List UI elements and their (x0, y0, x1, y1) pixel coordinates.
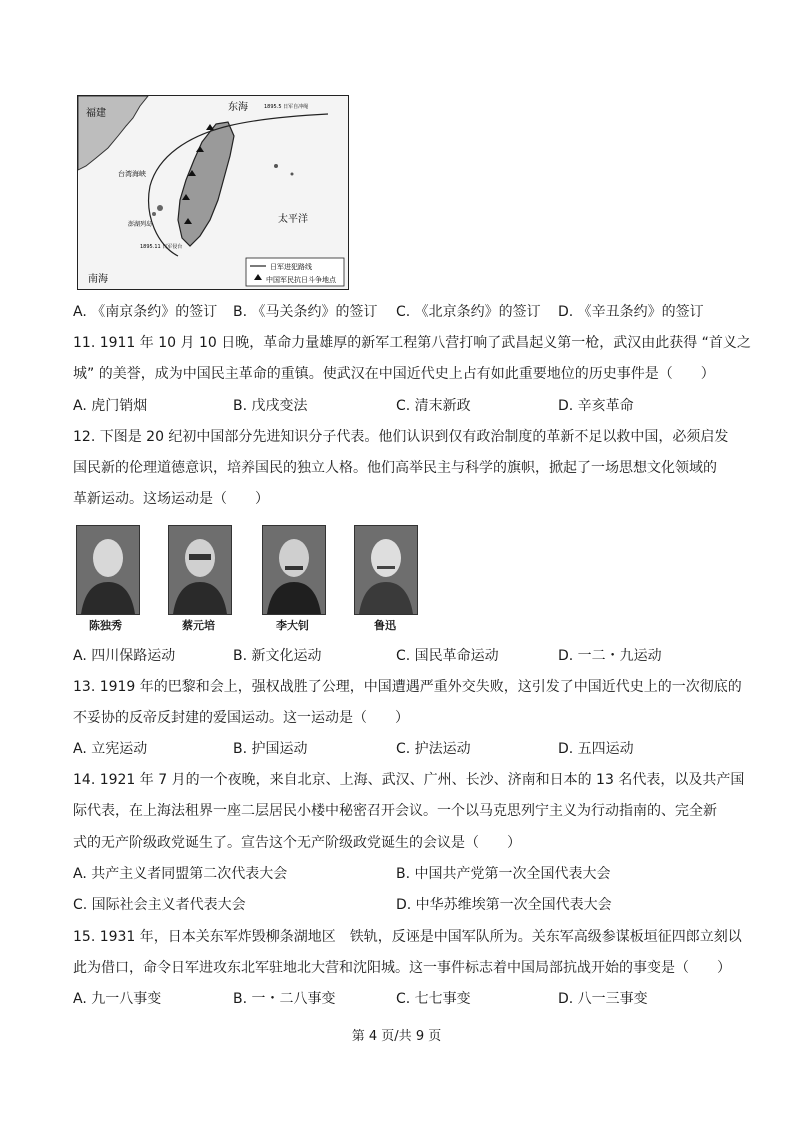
label-strait: 台湾海峡 (118, 170, 146, 178)
route-line-north (228, 114, 328, 126)
q11-stem-line2: 城” 的美誉，成为中国民主革命的重镇。使武汉在中国近代史上占有如此重要地位的历史事件是（ ） (73, 366, 715, 382)
taiwan-map-figure (77, 95, 349, 290)
q12-stem-line3: 革新运动。这场运动是（ ） (73, 491, 269, 507)
legend-route-label: 日军进犯路线 (270, 263, 312, 271)
q12-option-b[interactable]: B. 新文化运动 (233, 648, 322, 664)
q10-option-a[interactable]: A. 《南京条约》的签订 (73, 304, 218, 320)
q15-option-c[interactable]: C. 七七事变 (396, 991, 471, 1007)
q11-option-c[interactable]: C. 清末新政 (396, 398, 471, 414)
q12-stem-line2: 国民新的伦理道德意识，培养国民的独立人格。他们高举民主与科学的旗帜，掀起了一场思想文化领域的 (73, 460, 717, 476)
portrait-photo (76, 525, 140, 615)
q13-stem-line2: 不妥协的反帝反封建的爱国运动。这一运动是（ ） (73, 710, 409, 726)
label-route-note-top: 1895.5 日军自冲绳 (264, 104, 309, 110)
portrait-photo (354, 525, 418, 615)
q13-option-c[interactable]: C. 护法运动 (396, 741, 471, 757)
pacific-island (274, 164, 278, 168)
battle-marker (206, 124, 214, 130)
portrait-photo (262, 525, 326, 615)
penghu-island (152, 212, 156, 216)
q13-option-d[interactable]: D. 五四运动 (558, 741, 634, 757)
q15-option-a[interactable]: A. 九一八事变 (73, 991, 162, 1007)
q14-option-d[interactable]: D. 中华苏维埃第一次全国代表大会 (396, 897, 612, 913)
portrait-caption: 李大钊 (276, 619, 309, 632)
portrait-caption: 鲁迅 (374, 619, 396, 632)
label-taiping: 太平洋 (278, 214, 308, 225)
q15-option-d[interactable]: D. 八一三事变 (558, 991, 648, 1007)
q11-stem-line1: 11. 1911 年 10 月 10 日晚，革命力量雄厚的新军工程第八营打响了武昌起义第一枪，武汉由此获得 “首义之 (73, 335, 751, 351)
q13-stem-line1: 13. 1919 年的巴黎和会上，强权战胜了公理，中国遭遇严重外交失败，这引发了中国近代史上的一次彻底的 (73, 679, 742, 695)
q13-option-b[interactable]: B. 护国运动 (233, 741, 308, 757)
q14-stem-line2: 际代表，在上海法租界一座二层居民小楼中秘密召开会议。一个以马克思列宁主义为行动指南的、完全新 (73, 803, 717, 819)
label-route-note-bottom: 1895.11 日军侵台 (140, 244, 183, 250)
label-penghu: 澎湖列岛 (128, 221, 153, 228)
q14-stem-line1: 14. 1921 年 7 月的一个夜晚，来自北京、上海、武汉、广州、长沙、济南和日本的 13 名代表，以及共产国 (73, 772, 745, 788)
q11-option-d[interactable]: D. 辛亥革命 (558, 398, 634, 414)
q11-option-b[interactable]: B. 戊戌变法 (233, 398, 308, 414)
q15-stem-line1: 15. 1931 年，日本关东军炸毁柳条湖地区 铁轨，反诬是中国军队所为。关东军高级参谋板垣征四郎立刻以 (73, 929, 742, 945)
q15-option-b[interactable]: B. 一・二八事变 (233, 991, 336, 1007)
q14-option-c[interactable]: C. 国际社会主义者代表大会 (73, 897, 246, 913)
portrait-caption: 蔡元培 (182, 619, 215, 632)
pacific-island (291, 173, 294, 176)
q10-option-d[interactable]: D. 《辛丑条约》的签订 (558, 304, 704, 320)
q15-stem-line2: 此为借口，命令日军进攻东北军驻地北大营和沈阳城。这一事件标志着中国局部抗战开始的事变是（ ） (73, 960, 731, 976)
penghu-island (157, 205, 163, 211)
q14-option-a[interactable]: A. 共产主义者同盟第二次代表大会 (73, 866, 288, 882)
q10-option-c[interactable]: C. 《北京条约》的签订 (396, 304, 541, 320)
q12-stem-line1: 12. 下图是 20 纪初中国部分先进知识分子代表。他们认识到仅有政治制度的革新不足以救中国，必须启发 (73, 429, 729, 445)
legend-battle-label: 中国军民抗日斗争地点 (266, 276, 336, 284)
label-nanhai: 南海 (88, 274, 108, 285)
portrait-caption: 陈独秀 (89, 619, 122, 632)
label-donghai: 东海 (228, 102, 248, 113)
label-fujian: 福建 (86, 108, 106, 119)
q14-stem-line3: 式的无产阶级政党诞生了。宣告这个无产阶级政党诞生的会议是（ ） (73, 835, 521, 851)
q12-option-d[interactable]: D. 一二・九运动 (558, 648, 662, 664)
map-drawing (78, 96, 348, 289)
q13-option-a[interactable]: A. 立宪运动 (73, 741, 148, 757)
q14-option-b[interactable]: B. 中国共产党第一次全国代表大会 (396, 866, 611, 882)
q12-option-a[interactable]: A. 四川保路运动 (73, 648, 176, 664)
q10-option-b[interactable]: B. 《马关条约》的签订 (233, 304, 378, 320)
page-footer: 第 4 页/共 9 页 (351, 1029, 442, 1044)
portrait-photo (168, 525, 232, 615)
taiwan-island (178, 122, 234, 246)
q12-option-c[interactable]: C. 国民革命运动 (396, 648, 499, 664)
q11-option-a[interactable]: A. 虎门销烟 (73, 398, 148, 414)
